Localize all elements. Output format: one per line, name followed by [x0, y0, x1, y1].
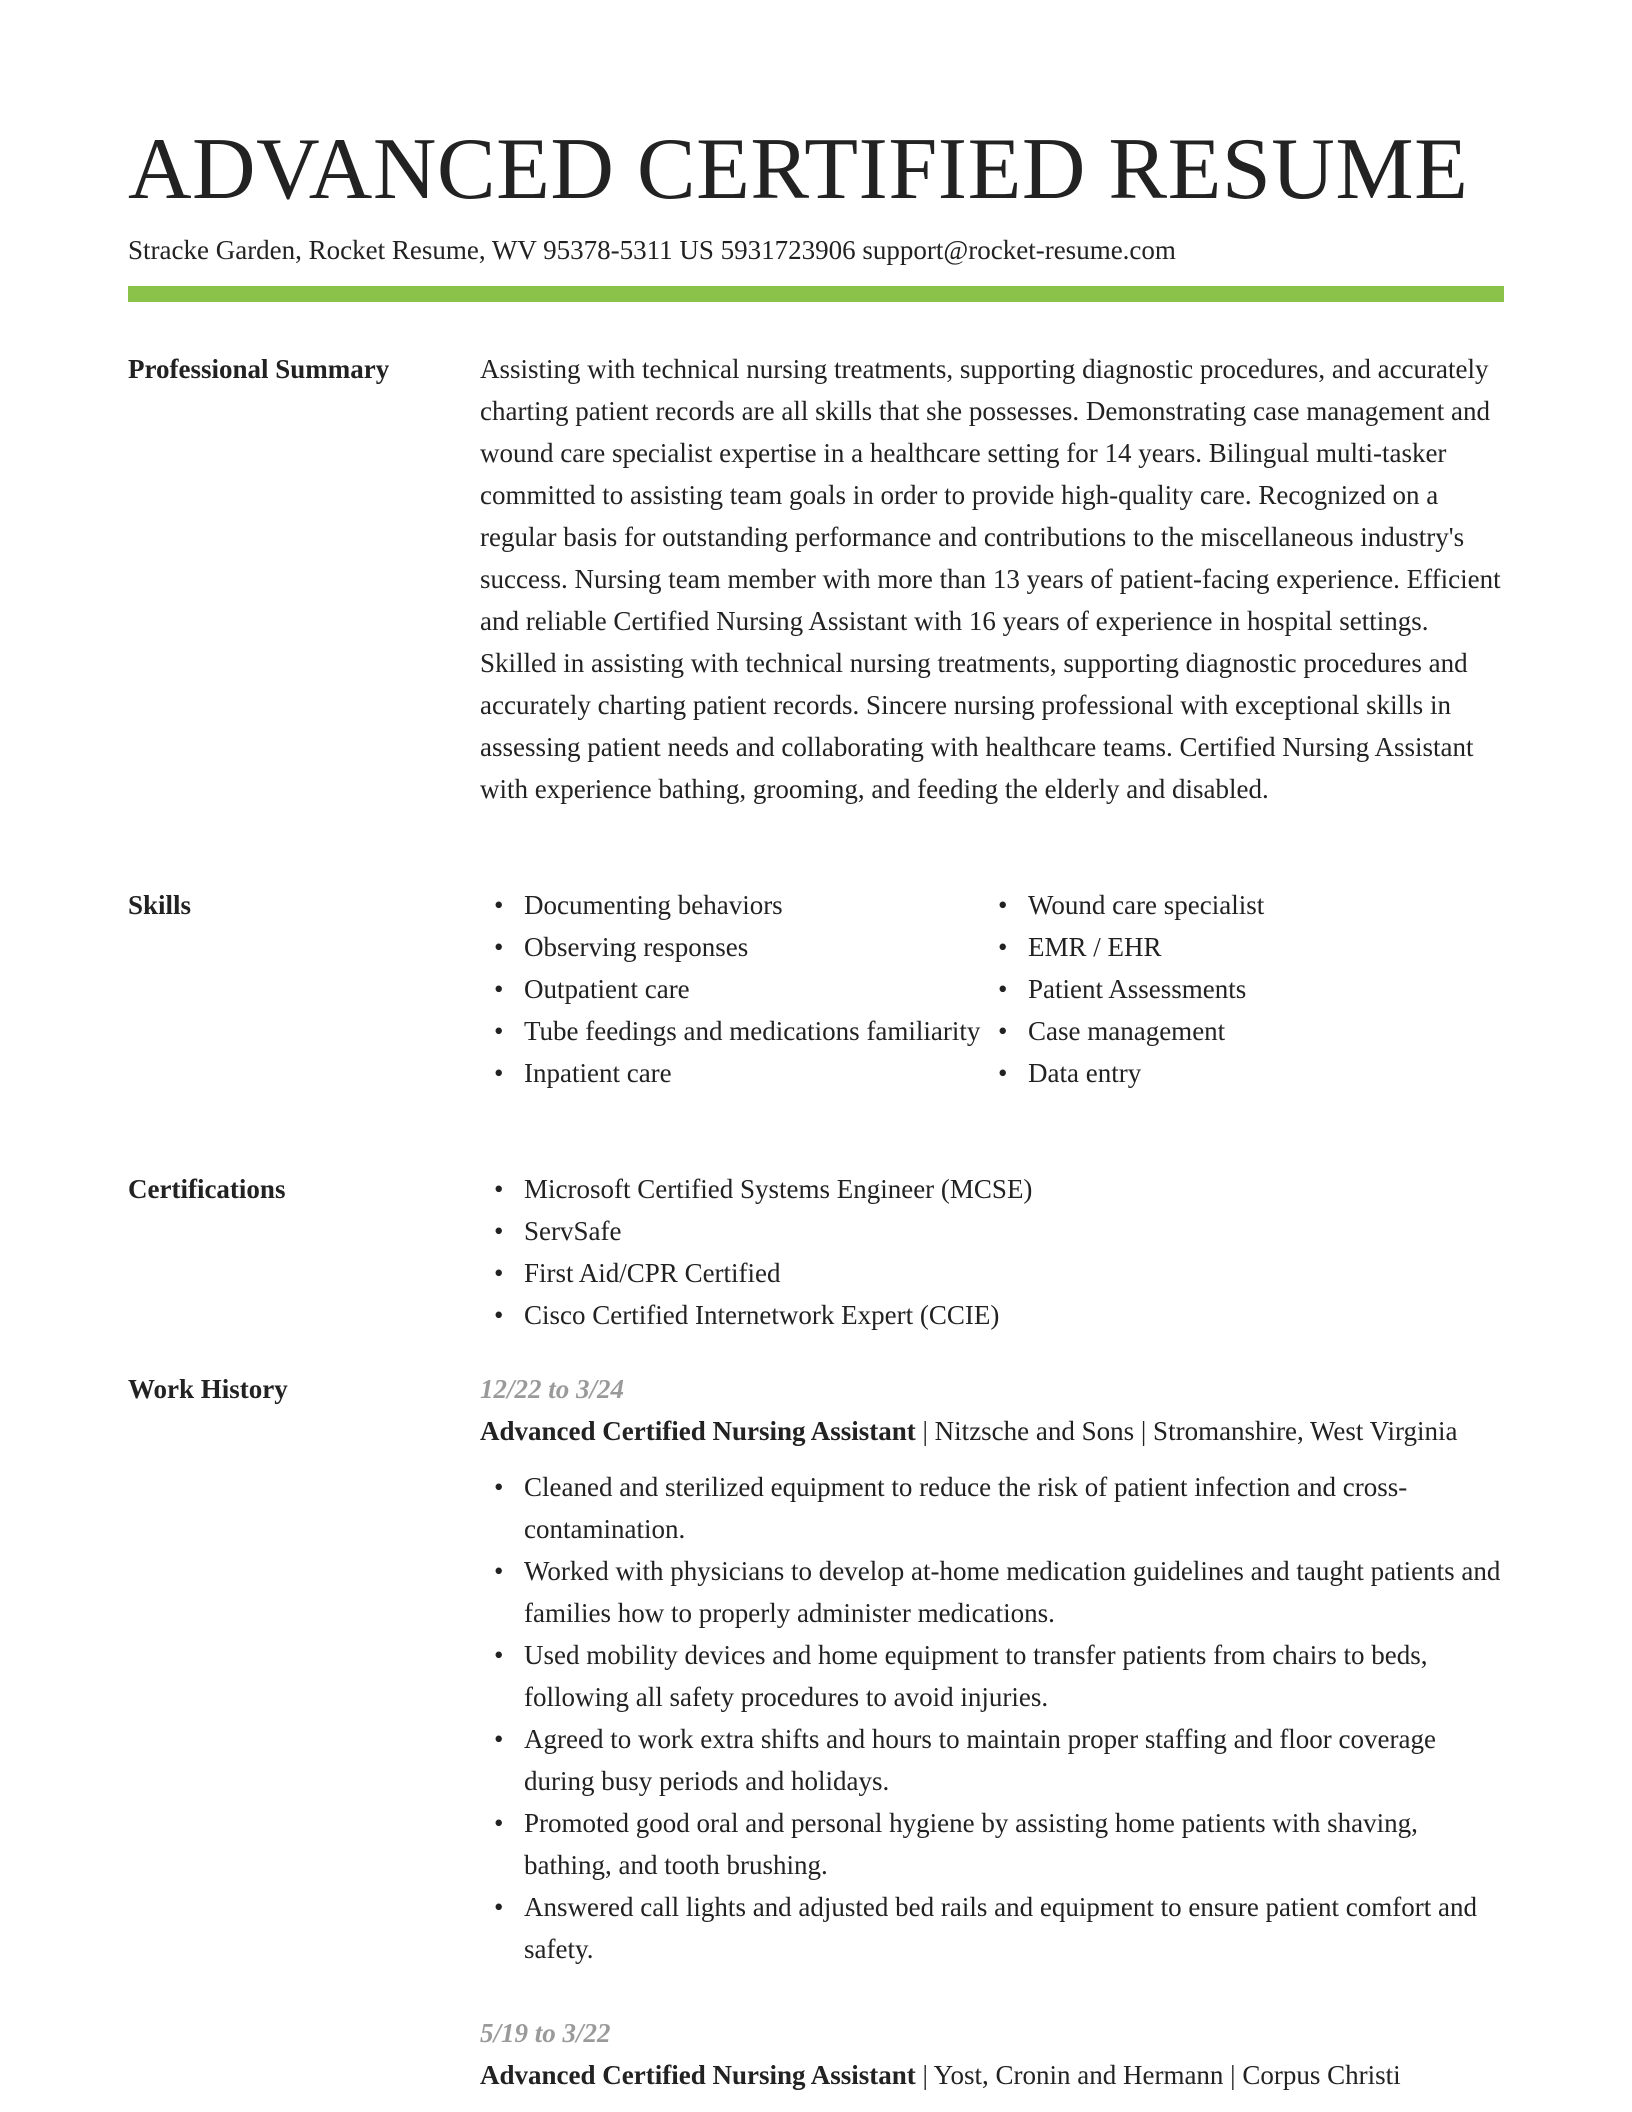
skill-item: • Inpatient care: [480, 1052, 984, 1094]
certification-item: • Microsoft Certified Systems Engineer (MCSE): [480, 1168, 1504, 1210]
summary-heading: Professional Summary: [128, 354, 390, 384]
certification-item: • First Aid/CPR Certified: [480, 1252, 1504, 1294]
job-dates: 12/22 to 3/24: [480, 1374, 625, 1404]
job-duty: • Cleaned and sterilized equipment to reduce the risk of patient infection and cross-contamination.: [480, 1466, 1504, 1550]
job-entry: [480, 2012, 1504, 2096]
skill-item: • Outpatient care: [480, 968, 984, 1010]
skills-right-list: [984, 884, 1488, 1094]
skill-item: • Tube feedings and medications familiarity: [480, 1010, 984, 1052]
job-details: | Yost, Cronin and Hermann | Corpus Christi: [915, 2060, 1401, 2090]
resume-title: ADVANCED CERTIFIED RESUME: [128, 121, 1469, 218]
job-title: Advanced Certified Nursing Assistant: [480, 2060, 916, 2090]
job-header: [480, 2054, 1504, 2096]
certifications-heading: Certifications: [128, 1174, 286, 1204]
skill-item: • Data entry: [984, 1052, 1488, 1094]
job-duty: • Promoted good oral and personal hygiene by assisting home patients with shaving, bathing, and tooth brushing.: [480, 1802, 1504, 1886]
skills-left-list: [480, 884, 984, 1094]
job-title: Advanced Certified Nursing Assistant: [480, 1416, 916, 1446]
job-entry: [480, 1368, 1504, 1970]
job-dates: 5/19 to 3/22: [480, 2018, 611, 2048]
skill-item: • Wound care specialist: [984, 884, 1488, 926]
job-details: | Nitzsche and Sons | Stromanshire, West Virginia: [915, 1416, 1458, 1446]
job-header: [480, 1410, 1504, 1452]
job-duty: • Worked with physicians to develop at-home medication guidelines and taught patients and families how to properly administer medications.: [480, 1550, 1504, 1634]
certification-item: • ServSafe: [480, 1210, 1504, 1252]
work-history-heading: Work History: [128, 1374, 288, 1404]
skill-item: • EMR / EHR: [984, 926, 1488, 968]
skill-item: • Patient Assessments: [984, 968, 1488, 1010]
job-duty: • Agreed to work extra shifts and hours to maintain proper staffing and floor coverage during busy periods and holidays.: [480, 1718, 1504, 1802]
contact-line: Stracke Garden, Rocket Resume, WV 95378-5311 US 5931723906 support@rocket-resume.com: [128, 235, 1176, 265]
job-duty: • Answered call lights and adjusted bed rails and equipment to ensure patient comfort and safety.: [480, 1886, 1504, 1970]
skills-heading: Skills: [128, 890, 192, 920]
job-duty: • Used mobility devices and home equipment to transfer patients from chairs to beds, following all safety procedures to avoid injuries.: [480, 1634, 1504, 1718]
skill-item: • Observing responses: [480, 926, 984, 968]
summary-text: Assisting with technical nursing treatments, supporting diagnostic procedures, and accurately charting patient records are all skills that she possesses. Demonstrating case management and wound care specialist expertise in a healthcare setting for 14 years. Bilingual multi-tasker committed to assisting team goals in order to provide high-quality care. Recognized on a regular basis for outstanding performance and contributions to the miscellaneous industry's success. Nursing team member with more than 13 years of patient-facing experience. Efficient and reliable Certified Nursing Assistant with 16 years of experience in hospital settings. Skilled in assisting with technical nursing treatments, supporting diagnostic procedures and accurately charting patient records. Sincere nursing professional with exceptional skills in assessing patient needs and collaborating with healthcare teams. Certified Nursing Assistant with experience bathing, grooming, and feeding the elderly and disabled.: [480, 354, 1501, 804]
skill-item: • Documenting behaviors: [480, 884, 984, 926]
certifications-list: [480, 1168, 1504, 1336]
job-duties-list: [480, 1466, 1504, 1970]
skill-item: • Case management: [984, 1010, 1488, 1052]
certification-item: • Cisco Certified Internetwork Expert (CCIE): [480, 1294, 1504, 1336]
accent-divider: [128, 286, 1504, 302]
